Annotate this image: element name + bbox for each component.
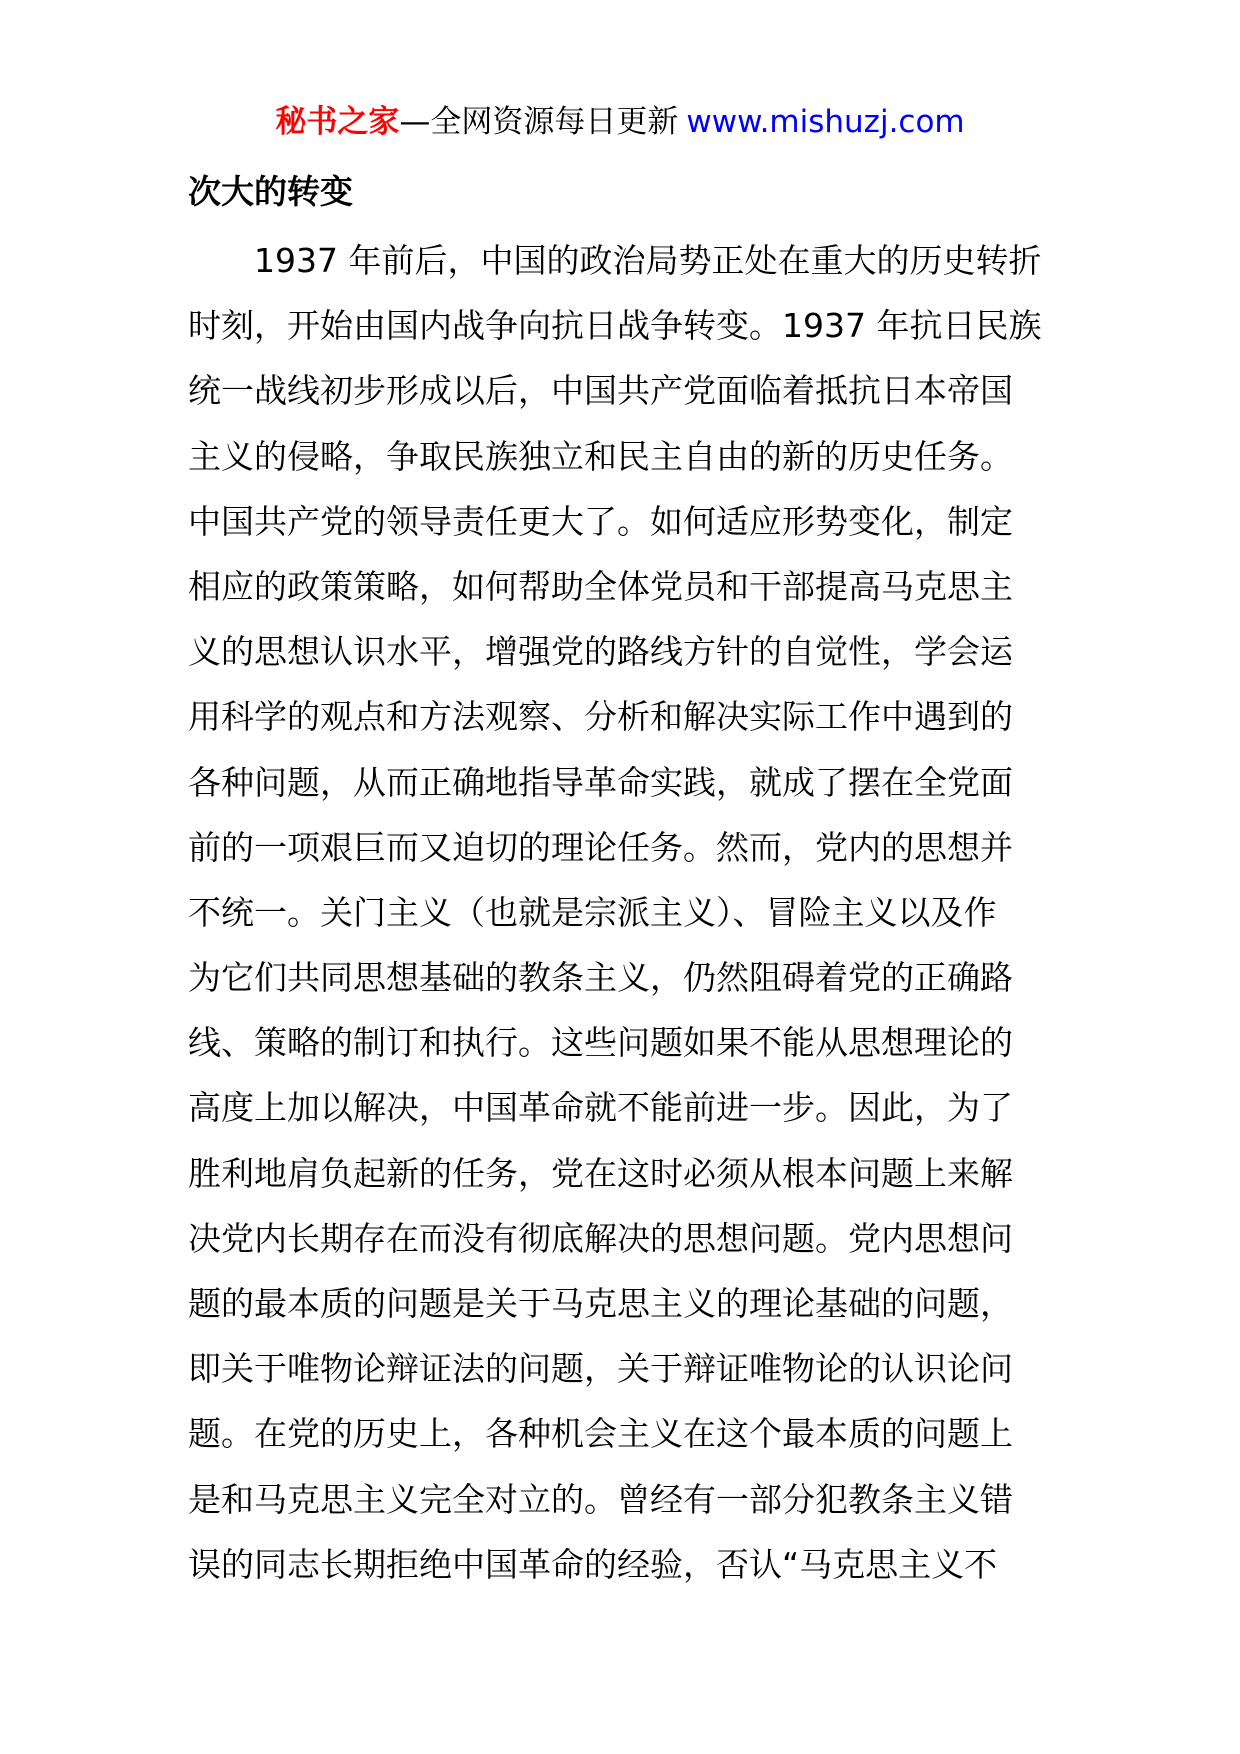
header-slogan: —全网资源每日更新 bbox=[399, 104, 679, 140]
paragraph-line: 不统一。关门主义（也就是宗派主义）、冒险主义以及作 bbox=[188, 892, 997, 932]
paragraph-line: 误的同志长期拒绝中国革命的经验，否认“马克思主义不 bbox=[188, 1544, 998, 1584]
paragraph-line: 题。在党的历史上，各种机会主义在这个最本质的问题上 bbox=[188, 1414, 1013, 1454]
section-title: 次大的转变 bbox=[188, 172, 353, 211]
paragraph-line: 用科学的观点和方法观察、分析和解决实际工作中遇到的 bbox=[188, 697, 1013, 737]
paragraph-line: 义的思想认识水平，增强党的路线方针的自觉性，学会运 bbox=[188, 632, 1013, 672]
paragraph-line: 线、策略的制订和执行。这些问题如果不能从思想理论的 bbox=[188, 1023, 1013, 1063]
paragraph-line: 1937 年前后，中国的政治局势正处在重大的历史转折 bbox=[254, 241, 1042, 280]
paragraph-line: 是和马克思主义完全对立的。曾经有一部分犯教条主义错 bbox=[188, 1479, 1013, 1519]
paragraph-line: 时刻，开始由国内战争向抗日战争转变。1937 年抗日民族 bbox=[188, 306, 1042, 346]
body-paragraph bbox=[188, 228, 1068, 1597]
paragraph-line: 主义的侵略，争取民族独立和民主自由的新的历史任务。 bbox=[188, 436, 1013, 476]
page-header bbox=[0, 100, 1240, 144]
paragraph-line: 决党内长期存在而没有彻底解决的思想问题。党内思想问 bbox=[188, 1218, 1013, 1258]
paragraph-line: 胜利地肩负起新的任务，党在这时必须从根本问题上来解 bbox=[188, 1153, 1013, 1193]
header-url-link[interactable]: www.mishuzj.com bbox=[686, 104, 965, 140]
paragraph-line: 相应的政策策略，如何帮助全体党员和干部提高马克思主 bbox=[188, 566, 1013, 606]
paragraph-line: 为它们共同思想基础的教条主义，仍然阻碍着党的正确路 bbox=[188, 958, 1013, 998]
paragraph-line: 前的一项艰巨而又迫切的理论任务。然而，党内的思想并 bbox=[188, 827, 1013, 867]
header-brand: 秘书之家 bbox=[275, 104, 400, 140]
paragraph-line: 统一战线初步形成以后，中国共产党面临着抵抗日本帝国 bbox=[188, 371, 1013, 411]
paragraph-line: 中国共产党的领导责任更大了。如何适应形势变化，制定 bbox=[188, 501, 1013, 541]
paragraph-line: 即关于唯物论辩证法的问题，关于辩证唯物论的认识论问 bbox=[188, 1349, 1013, 1389]
paragraph-line: 高度上加以解决，中国革命就不能前进一步。因此，为了 bbox=[188, 1088, 1013, 1128]
paragraph-line: 各种问题，从而正确地指导革命实践，就成了摆在全党面 bbox=[188, 762, 1013, 802]
paragraph-line: 题的最本质的问题是关于马克思主义的理论基础的问题， bbox=[188, 1284, 1013, 1323]
